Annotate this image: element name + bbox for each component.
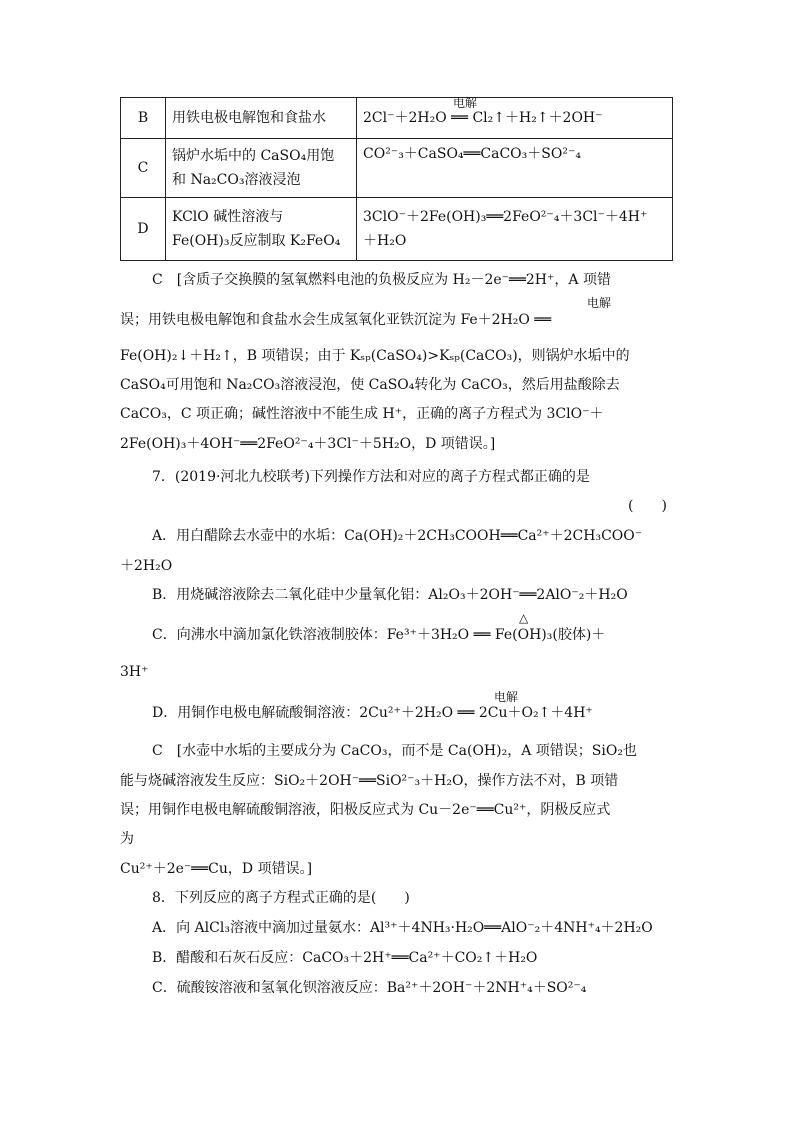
option-d: D．用铜作电极电解硫酸铜溶液：2Cu²⁺＋2H₂O ══ 2Cu＋O₂↑＋4H⁺ bbox=[152, 705, 593, 721]
answer-line: 能与烧碱溶液发生反应：SiO₂＋2OH⁻══SiO²⁻₃＋H₂O，操作方法不对，B 项错 bbox=[120, 773, 619, 789]
option-b: B．醋酸和石灰石反应：CaCO₃＋2H⁺══Ca²⁺＋CO₂↑＋H₂O bbox=[152, 950, 538, 966]
answer-line: 为 bbox=[120, 831, 134, 847]
row-equation bbox=[357, 98, 673, 139]
reaction-condition: △ bbox=[519, 611, 529, 625]
row-operation bbox=[166, 198, 357, 261]
reaction-condition: 电解 bbox=[453, 96, 478, 110]
reaction-condition: 电解 bbox=[587, 296, 612, 310]
table-row bbox=[121, 198, 673, 261]
row-equation bbox=[357, 139, 673, 198]
row-operation bbox=[166, 139, 357, 198]
answer-line: C [含质子交换膜的氢氧燃料电池的负极反应为 H₂－2e⁻══2H⁺，A 项错 bbox=[152, 272, 611, 288]
option-c-continued: 3H⁺ bbox=[120, 664, 149, 680]
answer-line: 误；用铜作电极电解硫酸铜溶液，阳极反应式为 Cu－2e⁻══Cu²⁺，阴极反应式 bbox=[120, 802, 611, 818]
row-key: D bbox=[121, 198, 166, 261]
row-equation bbox=[357, 198, 673, 261]
option-c: C．硫酸铵溶液和氢氧化钡溶液反应：Ba²⁺＋2OH⁻＋2NH⁺₄＋SO²⁻₄ bbox=[152, 980, 587, 996]
operation-line: KClO 碱性溶液与 bbox=[172, 209, 284, 225]
row-key: C bbox=[121, 139, 166, 198]
option-c: C．向沸水中滴加氯化铁溶液制胶体：Fe³⁺＋3H₂O ══ Fe(OH)₃(胶体)＋ bbox=[152, 627, 606, 643]
table-row bbox=[121, 98, 673, 139]
table-row bbox=[121, 139, 673, 198]
option-a-continued: ＋2H₂O bbox=[120, 558, 173, 574]
option-a: A．用白醋除去水壶中的水垢：Ca(OH)₂＋2CH₃COOH══Ca²⁺＋2CH₃COO⁻ bbox=[152, 528, 643, 544]
equation-text: CO²⁻₃＋CaSO₄══CaCO₃＋SO²⁻₄ bbox=[363, 146, 581, 162]
answer-line: 误；用铁电极电解饱和食盐水会生成氢氧化亚铁沉淀为 Fe＋2H₂O ══ bbox=[120, 312, 552, 328]
operation-line: 和 Na₂CO₃溶液浸泡 bbox=[172, 172, 301, 188]
row-key: B bbox=[121, 98, 166, 139]
question-stem: 7．(2019·河北九校联考)下列操作方法和对应的离子方程式都正确的是 bbox=[152, 469, 590, 485]
row-operation: 用铁电极电解饱和食盐水 bbox=[166, 98, 357, 139]
equation-line: 3ClO⁻＋2Fe(OH)₃══2FeO²⁻₄＋3Cl⁻＋4H⁺ bbox=[363, 209, 648, 225]
answer-line: C [水壶中水垢的主要成分为 CaCO₃，而不是 Ca(OH)₂，A 项错误；SiO₂也 bbox=[152, 743, 637, 759]
answer-line: Cu²⁺＋2e⁻══Cu，D 项错误。] bbox=[120, 861, 313, 877]
equation-line: ＋H₂O bbox=[363, 233, 407, 249]
answer-line: Fe(OH)₂↓＋H₂↑，B 项错误；由于 Kₛₚ(CaSO₄)>Kₛₚ(CaCO₃)，则锅炉水垢中的 bbox=[120, 348, 630, 364]
question-stem: 8．下列反应的离子方程式正确的是( ) bbox=[152, 890, 410, 906]
option-b: B．用烧碱溶液除去二氧化硅中少量氧化铝：Al₂O₃＋2OH⁻══2AlO⁻₂＋H₂O bbox=[152, 587, 628, 603]
answer-line: CaCO₃，C 项正确；碱性溶液中不能生成 H⁺，正确的离子方程式为 3ClO⁻＋ bbox=[120, 406, 604, 422]
answer-line: CaSO₄可用饱和 Na₂CO₃溶液浸泡，使 CaSO₄转化为 CaCO₃，然后用盐酸除去 bbox=[120, 377, 620, 393]
option-a: A．向 AlCl₃溶液中滴加过量氨水：Al³⁺＋4NH₃·H₂O══AlO⁻₂＋4NH⁺₄＋2H₂O bbox=[152, 920, 653, 936]
answer-line: 2Fe(OH)₃＋4OH⁻══2FeO²⁻₄＋3Cl⁻＋5H₂O，D 项错误。] bbox=[120, 436, 496, 452]
operation-line: Fe(OH)₃反应制取 K₂FeO₄ bbox=[172, 233, 341, 249]
options-table bbox=[120, 97, 673, 261]
operation-line: 锅炉水垢中的 CaSO₄用饱 bbox=[172, 148, 335, 164]
answer-bracket: ( ) bbox=[628, 498, 667, 514]
equation-text: 2Cl⁻＋2H₂O ══ Cl₂↑＋H₂↑＋2OH⁻ bbox=[363, 110, 603, 126]
reaction-condition: 电解 bbox=[494, 690, 519, 704]
